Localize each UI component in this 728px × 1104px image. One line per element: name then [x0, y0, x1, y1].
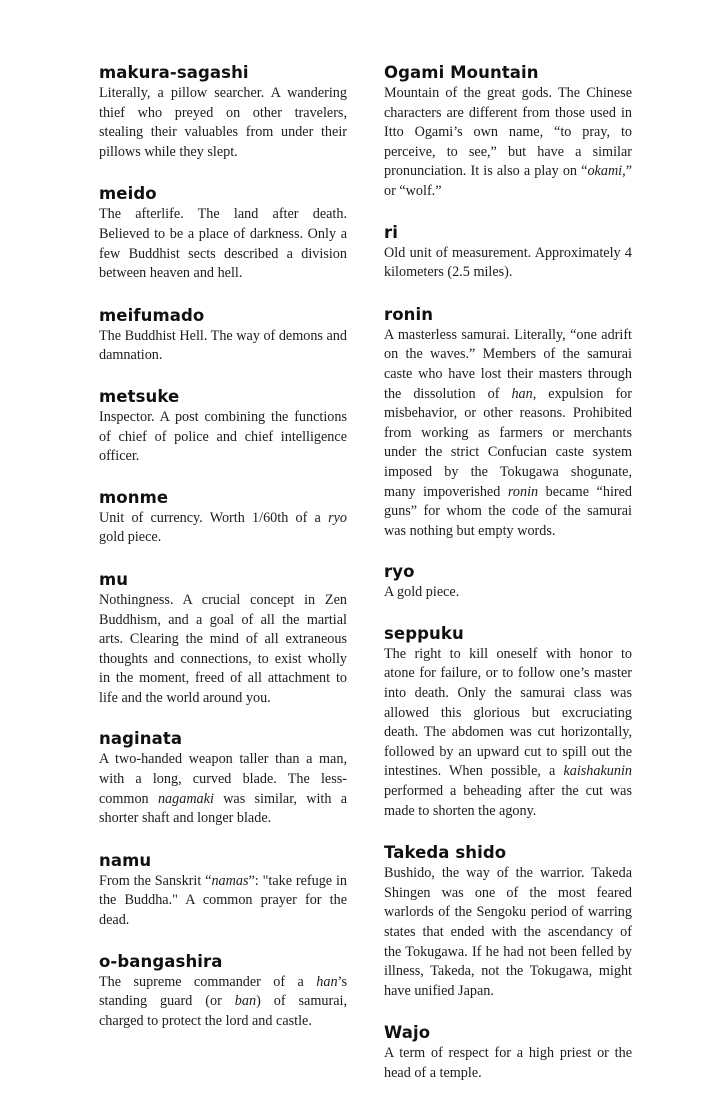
entry-definition: Old unit of measurement. Approximately 4 kilometers (2.5 miles).	[384, 244, 632, 281]
italic-term: han	[316, 973, 338, 990]
glossary-column-left	[99, 62, 347, 1051]
entry-definition: The right to kill oneself with honor to atone for failure, or to follow one’s master into death. Only the samurai class was allowed this glorious but excruciating death. The abdomen was cut horizontally, followed by an upward cut to spill out the intestines. When possible, a kaishakunin performed a beheading after the cut was made to shorten the agony.	[384, 645, 632, 819]
entry-term: naginata	[99, 729, 183, 749]
entry-definition: The afterlife. The land after death. Believed to be a place of darkness. Only a few Buddhist sects described a division between heaven and hell.	[99, 206, 347, 282]
italic-term: okami,	[587, 163, 626, 180]
glossary-entry	[384, 623, 632, 821]
italic-term: han,	[511, 385, 537, 402]
entry-term: meifumado	[99, 305, 205, 325]
entry-definition: The Buddhist Hell. The way of demons and damnation.	[99, 327, 347, 364]
entry-definition: The supreme commander of a han’s standing guard (or ban) of samurai, charged to protect the lord and castle.	[99, 973, 347, 1029]
glossary-entry	[99, 487, 347, 548]
entry-definition: Literally, a pillow searcher. A wandering thief who preyed on other travelers, stealing their valuables from under their pillows while they slept.	[99, 85, 347, 160]
entry-term: Takeda shido	[384, 843, 507, 863]
glossary-entry	[99, 951, 347, 1032]
italic-term: ronin	[507, 483, 539, 500]
entry-term: ryo	[384, 562, 415, 582]
italic-term: kaishakunin	[563, 763, 632, 780]
glossary-entry	[99, 569, 347, 709]
glossary-entry	[384, 842, 632, 1001]
entry-definition: A two-handed weapon taller than a man, with a long, curved blade. The less-common nagamaki was similar, with a shorter shaft and longer blade.	[99, 751, 347, 827]
entry-definition: A term of respect for a high priest or the head of a temple.	[384, 1045, 632, 1081]
entry-term: namu	[99, 850, 152, 870]
glossary-entry	[99, 62, 347, 162]
entry-definition: Nothingness. A crucial concept in Zen Buddhism, and a goal of all the martial arts. Clearing the mind of all extraneous thoughts and connections, to exist wholly in the moment, freed of all attachment to life and the world around you.	[99, 591, 347, 706]
glossary-entry	[99, 305, 347, 366]
italic-term: nagamaki	[157, 790, 214, 807]
glossary-entry	[99, 386, 347, 467]
glossary-entry	[384, 62, 632, 202]
entry-definition: Bushido, the way of the warrior. Takeda Shingen was one of the most feared warlords of the Sengoku period of warring states that ended with the ascendancy of the Tokugawa. If he had not been felled by illness, Takeda, not the Tokugawa, might have unified Japan.	[384, 865, 632, 999]
italic-term: namas	[211, 872, 249, 889]
entry-term: ronin	[384, 304, 434, 324]
entry-term: o-bangashira	[99, 951, 223, 971]
entry-term: Wajo	[384, 1023, 431, 1043]
entry-term: meido	[99, 184, 157, 204]
glossary-entry	[99, 183, 347, 283]
entry-definition: From the Sanskrit “namas”: "take refuge in the Buddha." A common prayer for the dead.	[99, 872, 347, 929]
glossary-column-right	[384, 62, 632, 1104]
glossary-entry	[99, 850, 347, 931]
entry-term: Ogami Mountain	[384, 63, 539, 82]
entry-term: makura-sagashi	[99, 63, 249, 82]
entry-definition: A masterless samurai. Literally, “one adrift on the waves.” Members of the samurai caste who have lost their masters through the dissolution of han, expulsion for misbehavior, or other reasons. Prohibited from working as farmers or merchants under the strict Confucian caste system imposed by the Tokugawa shogunate, many impoverished ronin became “hired guns” for whom the code of the samurai was nothing but empty words.	[384, 326, 633, 539]
glossary-entry	[384, 1022, 632, 1083]
entry-definition: Mountain of the great gods. The Chinese characters are different from those used in Itto Ogami’s own name, “to pray, to perceive, to see,” but have a similar pronunciation. It is also a play on “okami,” or “wolf.”	[384, 85, 632, 199]
entry-definition: Unit of currency. Worth 1/60th of a ryo gold piece.	[99, 509, 347, 546]
glossary-entry	[384, 222, 632, 283]
italic-term: ryo	[328, 509, 347, 526]
glossary-entry	[99, 728, 347, 828]
entry-definition: A gold piece.	[384, 584, 460, 601]
entry-term: mu	[99, 569, 129, 589]
entry-definition: Inspector. A post combining the functions of chief of police and chief intelligence officer.	[99, 408, 347, 465]
entry-term: seppuku	[384, 623, 464, 643]
entry-term: monme	[99, 487, 169, 507]
italic-term: ban	[234, 993, 257, 1010]
glossary-entry	[384, 304, 632, 542]
entry-term: metsuke	[99, 386, 180, 406]
glossary-entry	[384, 561, 632, 603]
entry-term: ri	[384, 222, 398, 242]
